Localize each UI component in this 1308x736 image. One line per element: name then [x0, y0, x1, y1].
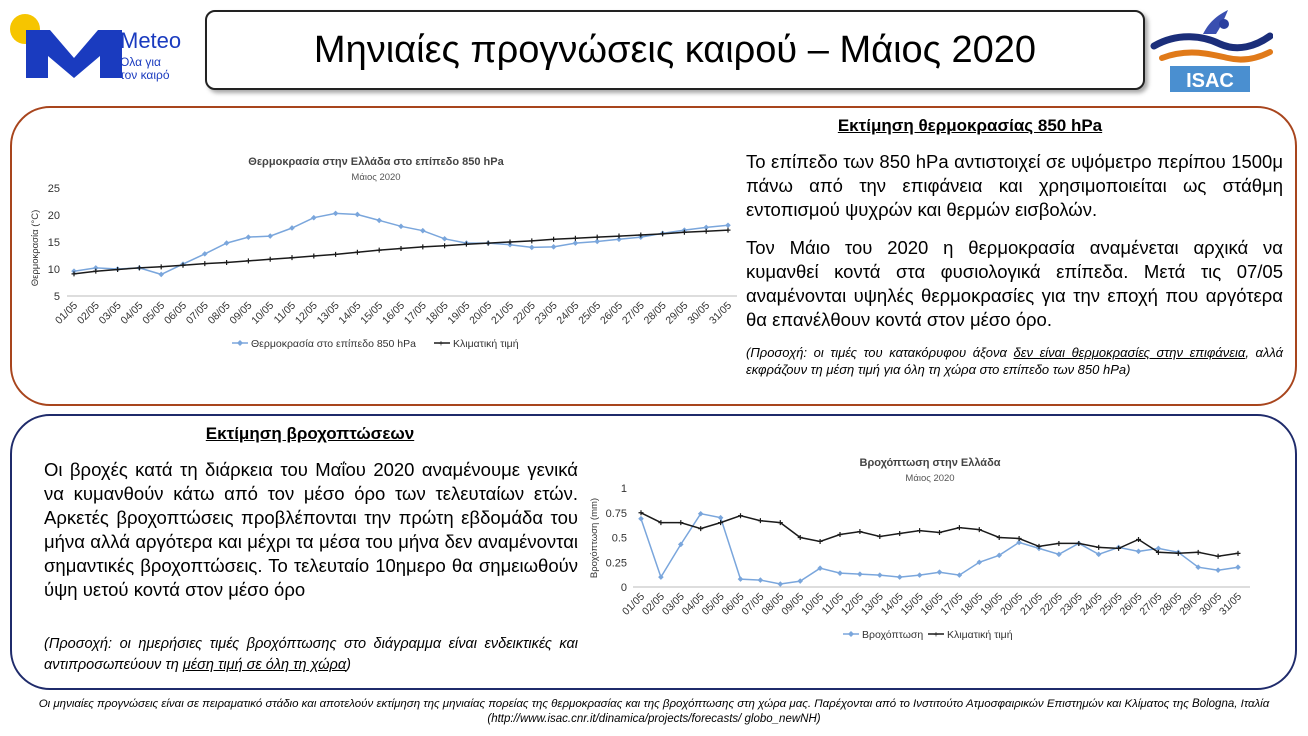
rain-climate-point	[639, 510, 644, 515]
rain-xtick-label: 02/05	[639, 590, 668, 618]
rain-xtick-label: 17/05	[938, 590, 966, 618]
temp-ytick-label: 5	[53, 291, 60, 303]
meteo-logo	[10, 14, 190, 86]
temp-climate-point	[420, 244, 425, 249]
rain-forecast-point	[1215, 567, 1221, 573]
temp-legend-forecast: Θερμοκρασία στο επίπεδο 850 hPa	[251, 338, 416, 350]
rain-xtick-label: 24/05	[1077, 590, 1105, 618]
temp-climate-point	[660, 231, 665, 236]
temp-xtick-label: 25/05	[576, 299, 604, 327]
rain-climate-point	[997, 535, 1002, 540]
temp-climate-point	[529, 238, 534, 243]
temp-xtick-label: 31/05	[707, 299, 735, 327]
rain-xtick-label: 08/05	[759, 590, 787, 618]
temp-chart-subtitle: Μάιος 2020	[351, 172, 401, 183]
temp-xtick-label: 15/05	[358, 299, 386, 327]
temp-climate-point	[551, 237, 556, 242]
temp-climate-point	[224, 260, 229, 265]
rain-xtick-label: 25/05	[1097, 590, 1125, 618]
rain-forecast-point	[897, 574, 903, 580]
temp-forecast-point	[442, 236, 448, 242]
temp-ytick-label: 25	[47, 183, 60, 195]
temp-forecast-point	[376, 218, 382, 224]
rain-forecast-point	[718, 515, 724, 521]
rain-xtick-label: 21/05	[1018, 590, 1046, 618]
temp-xtick-label: 11/05	[271, 299, 299, 327]
temp-forecast-point	[289, 225, 295, 231]
temp-climate-point	[290, 255, 295, 260]
meteo-m-icon	[26, 30, 122, 78]
temp-xtick-label: 24/05	[554, 299, 582, 327]
temp-forecast-point	[398, 224, 404, 230]
rain-climate-point	[937, 530, 942, 535]
temperature-chart	[22, 148, 762, 358]
rain-xtick-label: 09/05	[779, 590, 807, 618]
rain-climate-point	[758, 518, 763, 523]
temp-xtick-label: 30/05	[685, 299, 713, 327]
rain-xtick-label: 12/05	[838, 590, 867, 618]
rain-climate-point	[977, 527, 982, 532]
rain-climate-point	[738, 513, 743, 518]
rain-forecast-point	[758, 577, 764, 583]
rain-ytick-label: 1	[620, 483, 627, 495]
temp-climate-point	[486, 241, 491, 246]
temp-xtick-label: 17/05	[401, 299, 429, 327]
temp-forecast-point	[420, 228, 426, 234]
rain-xtick-label: 23/05	[1057, 590, 1085, 618]
temp-climate-point	[726, 228, 731, 233]
temp-ytick-label: 10	[47, 264, 60, 276]
rain-xtick-label: 13/05	[858, 590, 886, 618]
rainfall-note: (Προσοχή: οι ημερήσιες τιμές βροχόπτωσης στο διάγραμμα είναι ενδεικτικές και αντιπροσωπεύουν τη μέση τιμή σε όλη τη χώρα)	[44, 636, 578, 673]
temp-climate-point	[377, 248, 382, 253]
rain-climate-point	[917, 528, 922, 533]
rain-xtick-label: 05/05	[699, 590, 727, 618]
isac-logo-text: ISAC	[1186, 70, 1234, 92]
rain-climate-point	[857, 529, 862, 534]
temp-climate-point	[573, 236, 578, 241]
temp-xtick-label: 19/05	[445, 299, 473, 327]
rain-chart-ylabel: Βροχόπτωση (mm)	[589, 497, 600, 579]
rain-forecast-point	[1136, 549, 1142, 555]
rain-xtick-label: 29/05	[1177, 590, 1205, 618]
temp-climate-point	[159, 264, 164, 269]
logo-wordmark: Meteo	[120, 28, 182, 53]
rain-xtick-label: 26/05	[1117, 590, 1145, 618]
rain-ytick-label: 0	[620, 582, 627, 594]
rainfall-chart	[585, 450, 1270, 675]
rain-forecast-point	[1096, 552, 1102, 558]
rainfall-heading: Εκτίμηση βροχοπτώσεων	[205, 424, 415, 443]
temp-xtick-label: 02/05	[74, 299, 102, 327]
rain-climate-point	[818, 539, 823, 544]
rain-ytick-label: 0.5	[611, 532, 627, 545]
rain-climate-point	[1236, 551, 1241, 556]
temp-climate-point	[311, 254, 316, 259]
temp-forecast-point	[355, 212, 361, 218]
temp-chart-ylabel: Θερμοκρασία (°C)	[30, 209, 41, 287]
rain-xtick-label: 28/05	[1157, 590, 1185, 618]
temp-xtick-label: 09/05	[227, 299, 255, 327]
temp-legend-climate-marker: +	[438, 338, 444, 349]
rain-forecast-point	[1056, 552, 1062, 558]
temperature-heading: Εκτίμηση θερμοκρασίας 850 hPa	[837, 116, 1103, 135]
rain-ytick-label: 0.25	[605, 557, 627, 570]
temp-climate-point	[442, 243, 447, 248]
rain-xtick-label: 22/05	[1037, 590, 1066, 618]
rain-climate-point	[678, 520, 683, 525]
temp-forecast-point	[224, 240, 230, 246]
temp-xtick-label: 27/05	[619, 299, 647, 327]
isac-logo	[1148, 6, 1273, 96]
rain-climate-point	[1096, 545, 1101, 550]
temp-forecast-point	[725, 222, 731, 228]
rain-legend-climate-marker: +	[933, 629, 939, 640]
temp-climate-point	[268, 257, 273, 262]
temp-legend	[232, 338, 519, 350]
rain-xtick-label: 20/05	[998, 590, 1026, 618]
rainfall-paragraph: Οι βροχές κατά τη διάρκεια του Μαΐου 2020 αναμένουμε γενικά να κυμανθούν κάτω από τον μέσο όρο των τελευταίων ετών. Αρκετές βροχοπτώσεις προβλέπονται την πρώτη εβδομάδα του μήνα αλλά αργότερα και μέχρι τα μέσα του μήνα δεν αναμένονται σημαντικές βροχοπτώσεις. Το τελευταίο 10ημερο θα σημειωθούν ύψη υετού κοντά στον μέσο όρο	[44, 459, 578, 600]
temp-forecast-point	[529, 245, 535, 251]
rain-climate-point	[877, 534, 882, 539]
temp-climate-point	[704, 229, 709, 234]
rain-xtick-label: 03/05	[659, 590, 687, 618]
rain-legend-forecast: Βροχόπτωση	[862, 629, 924, 641]
temp-climate-point	[333, 252, 338, 257]
temp-forecast-point	[573, 240, 579, 246]
rain-climate-point	[698, 526, 703, 531]
temp-legend-climate: Κλιματική τιμή	[453, 338, 519, 350]
temp-forecast-point	[158, 272, 164, 278]
temp-xtick-label: 08/05	[205, 299, 233, 327]
rain-forecast-point	[778, 581, 784, 587]
rain-xtick-label: 19/05	[978, 590, 1006, 618]
temperature-note: (Προσοχή: οι τιμές του κατακόρυφου άξονα δεν είναι θερμοκρασίες στην επιφάνεια, αλλά εκφράζουν τη μέση τιμή για όλη τη χώρα στο επίπεδο των 850 hPa)	[746, 345, 1283, 377]
temp-climate-point	[399, 246, 404, 251]
rain-xtick-label: 16/05	[918, 590, 946, 618]
rain-xtick-label: 06/05	[719, 590, 747, 618]
rain-climate-point	[1196, 550, 1201, 555]
rain-xtick-label: 18/05	[958, 590, 986, 618]
temp-climate-point	[115, 267, 120, 272]
temp-climate-point	[93, 269, 98, 274]
rain-forecast-point	[837, 570, 843, 576]
temp-climate-point	[355, 250, 360, 255]
rain-ytick-label: 0.75	[605, 507, 627, 520]
rain-xtick-label: 31/05	[1217, 590, 1245, 618]
temp-xtick-label: 06/05	[162, 299, 190, 327]
temp-xtick-label: 29/05	[663, 299, 691, 327]
rain-chart-subtitle: Μάιος 2020	[905, 473, 955, 484]
rain-chart-title: Βροχόπτωση στην Ελλάδα	[859, 457, 1001, 469]
temp-xtick-label: 03/05	[96, 299, 124, 327]
temp-legend-forecast-marker	[237, 340, 243, 346]
temp-xtick-label: 13/05	[314, 299, 342, 327]
temp-climate-point	[617, 234, 622, 239]
footer-disclaimer: Οι μηνιαίες προγνώσεις είναι σε πειραματικό στάδιο και αποτελούν εκτίμηση της μηνιαίας πορείας της θερμοκρασίας και της βροχόπτωσης στη χώρα μας. Παρέχονται από το Ινστιτούτο Ατμοσφαιρικών Επιστημών και Κλίματος της Bologna, Ιταλία (http://www.isac.cnr.it/dinamica/projects/forecasts/ globo_newNH)	[38, 698, 1270, 725]
temp-xtick-label: 10/05	[249, 299, 277, 327]
temp-ytick-label: 15	[47, 237, 60, 249]
rain-xtick-label: 10/05	[799, 590, 827, 618]
rain-forecast-point	[857, 571, 863, 577]
rain-forecast-point	[638, 516, 644, 522]
page-title-box	[205, 10, 1145, 90]
temp-climate-line	[74, 230, 728, 274]
rain-xtick-label: 11/05	[819, 590, 847, 618]
temp-chart-title: Θερμοκρασία στην Ελλάδα στο επίπεδο 850 hPa	[248, 156, 504, 168]
temp-xtick-label: 18/05	[423, 299, 451, 327]
temp-climate-point	[595, 235, 600, 240]
temperature-paragraph-1: Το επίπεδο των 850 hPa αντιστοιχεί σε υψόμετρο περίπου 1500μ πάνω από την επιφάνεια και χρησιμοποιείται ως στάθμη εντοπισμού ψυχρών και θερμών εισβολών.	[746, 151, 1283, 220]
rain-forecast-point	[1235, 564, 1241, 570]
rain-forecast-point	[917, 572, 923, 578]
rain-climate-point	[1056, 541, 1061, 546]
temp-forecast-point	[267, 233, 273, 239]
temp-xtick-label: 26/05	[598, 299, 626, 327]
temp-climate-point	[246, 258, 251, 263]
rain-legend-climate: Κλιματική τιμή	[947, 629, 1013, 641]
rain-legend	[843, 629, 1013, 641]
temperature-paragraph-2: Τον Μάιο του 2020 η θερμοκρασία αναμένεται αρχικά να κυμανθεί κοντά στα φυσιολογικά επίπεδα. Μετά τις 07/05 αναμένονται υψηλές θερμοκρασίες για την εποχή που αργότερα θα επανέλθουν κοντά στον μέσο όρο.	[746, 237, 1283, 330]
temp-xtick-label: 16/05	[380, 299, 408, 327]
rain-xtick-label: 14/05	[878, 590, 906, 618]
rain-xtick-label: 01/05	[620, 590, 648, 618]
temp-climate-point	[137, 265, 142, 270]
temp-xtick-label: 14/05	[336, 299, 364, 327]
rain-climate-point	[1017, 536, 1022, 541]
temp-xtick-label: 23/05	[532, 299, 560, 327]
page-title: Μηνιαίες προγνώσεις καιρού – Μάιος 2020	[313, 28, 1037, 71]
temp-climate-point	[202, 261, 207, 266]
temp-xtick-label: 28/05	[641, 299, 669, 327]
temp-forecast-point	[311, 215, 317, 221]
temp-xtick-label: 12/05	[292, 299, 320, 327]
rain-xtick-label: 27/05	[1137, 590, 1165, 618]
temp-xtick-label: 21/05	[489, 299, 517, 327]
temp-xtick-label: 20/05	[467, 299, 495, 327]
rain-legend-forecast-marker	[848, 631, 854, 637]
rain-climate-point	[838, 532, 843, 537]
rain-xtick-label: 04/05	[679, 590, 707, 618]
temp-forecast-point	[333, 211, 339, 217]
rain-climate-point	[897, 531, 902, 536]
temp-forecast-point	[246, 234, 252, 240]
rain-climate-point	[957, 525, 962, 530]
temp-xtick-label: 07/05	[183, 299, 211, 327]
rain-forecast-point	[877, 572, 883, 578]
temp-xtick-label: 22/05	[510, 299, 538, 327]
temp-xtick-label: 01/05	[53, 299, 81, 327]
logo-tagline: Όλα για τον καιρό	[120, 55, 170, 82]
rain-climate-point	[658, 520, 663, 525]
temp-xtick-label: 05/05	[140, 299, 168, 327]
rain-xtick-label: 15/05	[898, 590, 926, 618]
rain-climate-point	[1216, 554, 1221, 559]
rain-xtick-label: 07/05	[739, 590, 767, 618]
temp-forecast-point	[202, 251, 208, 257]
temp-forecast-point	[551, 244, 557, 250]
temp-ytick-label: 20	[47, 210, 60, 222]
rain-forecast-point	[738, 576, 744, 582]
rain-forecast-point	[937, 569, 943, 575]
rain-xtick-label: 30/05	[1197, 590, 1225, 618]
temp-xtick-label: 04/05	[118, 299, 146, 327]
